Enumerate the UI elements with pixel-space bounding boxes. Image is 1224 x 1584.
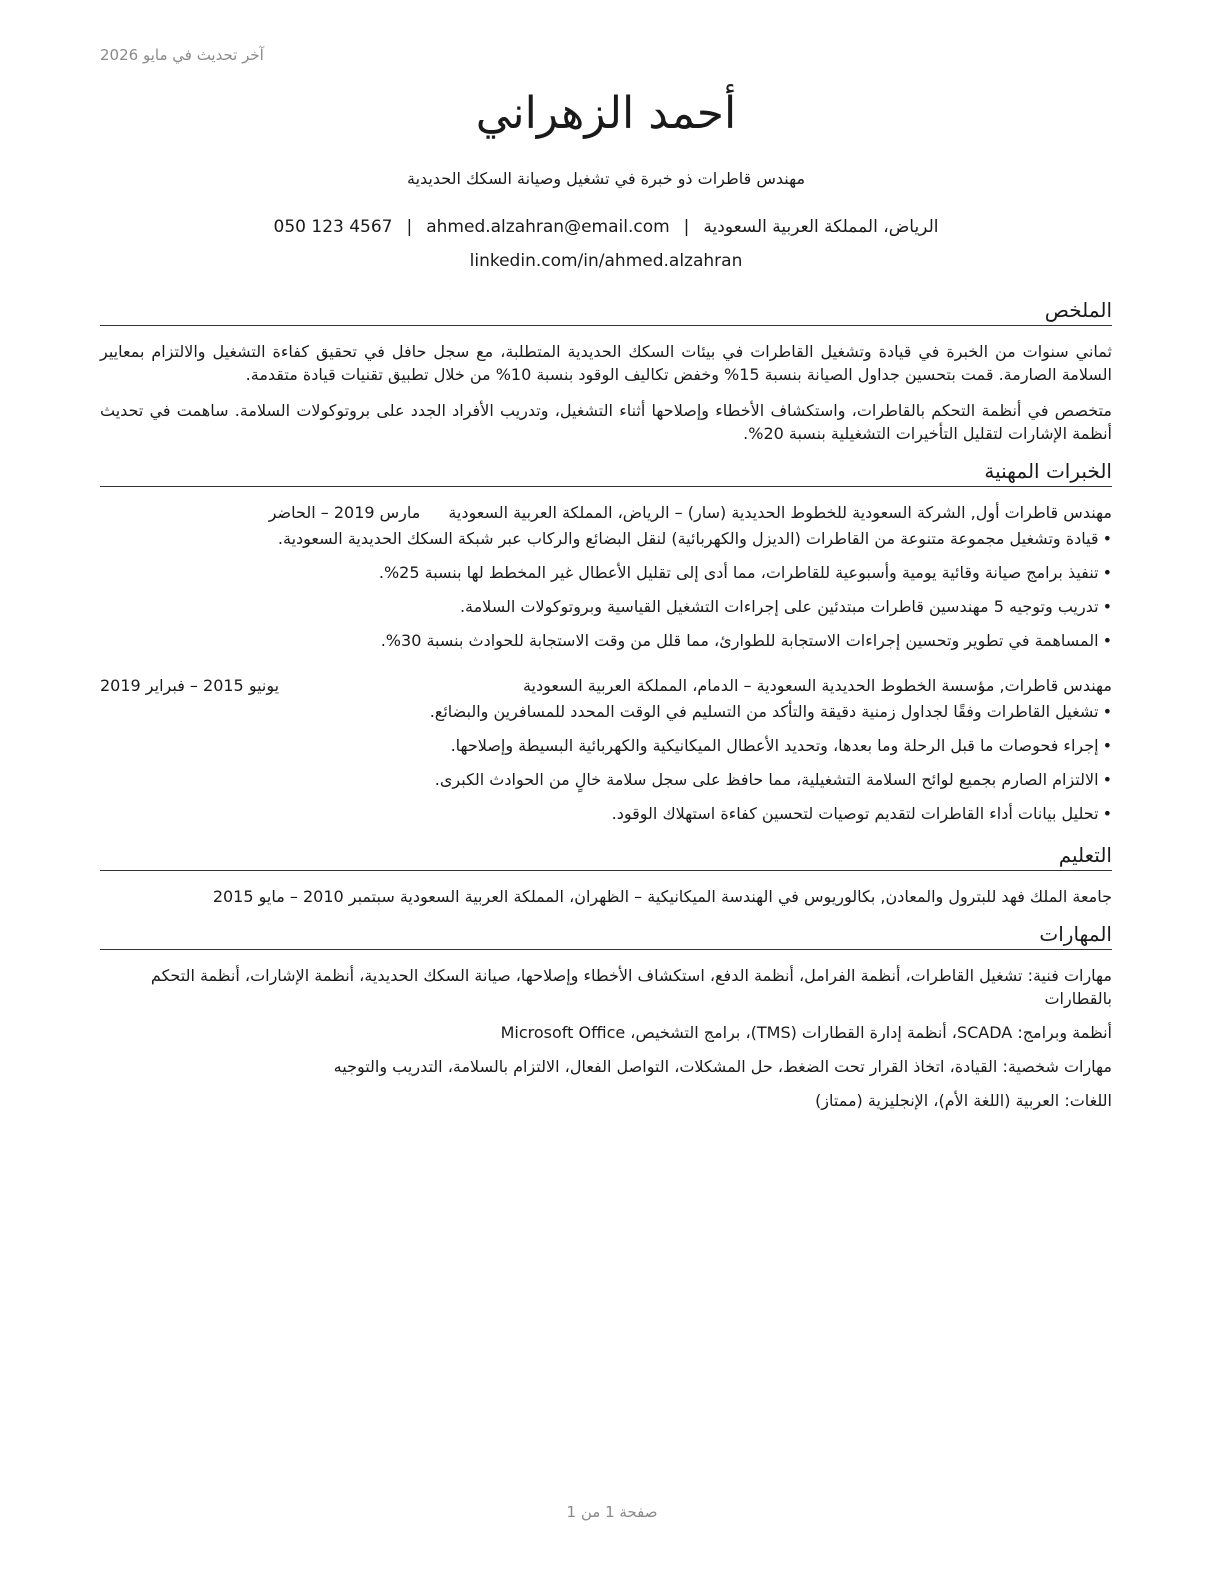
- list-item: •تنفيذ برامج صيانة وقائية يومية وأسبوعية للقاطرات، مما أدى إلى تقليل الأعطال غير المخطط لها بنسبة 25%.: [378, 563, 1112, 582]
- contact-linkedin[interactable]: linkedin.com/in/ahmed.alzahran: [469, 251, 743, 271]
- page-number: صفحة 1 من 1: [566, 1503, 658, 1521]
- resume-page: [100, 84, 1112, 1112]
- list-item: •المساهمة في تطوير وتحسين إجراءات الاستجابة للطوارئ، مما قلل من وقت الاستجابة للحوادث بنسبة 30%.: [380, 631, 1112, 650]
- job-title-org: مهندس قاطرات أول, الشركة السعودية للخطوط الحديدية (سار) – الرياض، المملكة العربية السعودية: [448, 503, 1112, 522]
- bullet-icon: •: [1102, 736, 1112, 755]
- contact-linkedin-line: [100, 250, 1112, 272]
- bullet-icon: •: [1102, 563, 1112, 582]
- job-dates: مارس 2019 – الحاضر: [268, 503, 421, 522]
- summary-section: [100, 296, 1112, 445]
- job-entry: [100, 501, 1112, 652]
- job-title-org: مهندس قاطرات, مؤسسة الخطوط الحديدية السعودية – الدمام، المملكة العربية السعودية: [522, 676, 1112, 695]
- education-heading: التعليم: [100, 841, 1112, 871]
- contact-email[interactable]: ahmed.alzahran@email.com: [426, 217, 670, 237]
- education-entry: جامعة الملك فهد للبترول والمعادن, بكالوريوس في الهندسة الميكانيكية – الظهران، المملكة العربية السعودية سبتمبر 2010 – مايو 2015: [212, 887, 1112, 906]
- education-section: [100, 841, 1112, 908]
- job-dates: يونيو 2015 – فبراير 2019: [100, 676, 280, 695]
- bullet-icon: •: [1102, 770, 1112, 789]
- list-item: •تحليل بيانات أداء القاطرات لتقديم توصيات لتحسين كفاءة استهلاك الوقود.: [611, 804, 1112, 823]
- job-entry: [100, 674, 1112, 825]
- contact-line: [100, 216, 1112, 238]
- job-header: [100, 501, 1112, 524]
- candidate-name: أحمد الزهراني: [475, 88, 737, 139]
- list-item: •تشغيل القاطرات وفقًا لجداول زمنية دقيقة والتأكد من التسليم في الوقت المحدد للمسافرين والبضائع.: [429, 702, 1112, 721]
- experience-section: [100, 457, 1112, 825]
- skill-line: أنظمة وبرامج: SCADA، أنظمة إدارة القطارات (TMS)، برامج التشخيص، Microsoft Office: [500, 1023, 1112, 1042]
- summary-paragraph: متخصص في أنظمة التحكم بالقاطرات، واستكشاف الأخطاء وإصلاحها أثناء التشغيل، وتدريب الأفراد الجدد على بروتوكولات السلامة. ساهمت في تحديث أنظمة الإشارات لتقليل التأخيرات التشغيلية بنسبة 20%.: [100, 401, 1112, 443]
- job-header: [100, 674, 1112, 697]
- skills-section: [100, 920, 1112, 1112]
- contact-location: الرياض، المملكة العربية السعودية: [703, 217, 939, 237]
- candidate-tagline: مهندس قاطرات ذو خبرة في تشغيل وصيانة السكك الحديدية: [406, 169, 806, 188]
- contact-separator: |: [683, 217, 690, 237]
- bullet-icon: •: [1102, 529, 1112, 548]
- summary-paragraph: ثماني سنوات من الخبرة في قيادة وتشغيل القاطرات في بيئات السكك الحديدية المتطلبة، مع سجل حافل في تحقيق كفاءة التشغيل والالتزام بمعايير السلامة الصارمة. قمت بتحسين جداول الصيانة بنسبة 15% وخفض تكاليف الوقود بنسبة 10% من خلال تطبيق تقنيات قيادة متقدمة.: [100, 342, 1112, 384]
- bullet-icon: •: [1102, 804, 1112, 823]
- contact-phone: 050 123 4567: [273, 217, 393, 237]
- list-item: •الالتزام الصارم بجميع لوائح السلامة التشغيلية، مما حافظ على سجل سلامة خالٍ من الحوادث الكبرى.: [434, 770, 1112, 789]
- job-bullets: [100, 527, 1112, 652]
- skill-line: اللغات: العربية (اللغة الأم)، الإنجليزية (ممتاز): [815, 1091, 1112, 1110]
- skill-line: مهارات فنية: تشغيل القاطرات، أنظمة الفرامل، أنظمة الدفع، استكشاف الأخطاء وإصلاحها، صيانة السكك الحديدية، أنظمة الإشارات، أنظمة التحكم بالقطارات: [150, 966, 1112, 1008]
- skills-heading: المهارات: [100, 920, 1112, 950]
- skill-line: مهارات شخصية: القيادة، اتخاذ القرار تحت الضغط، حل المشكلات، التواصل الفعال، الالتزام بالسلامة، التدريب والتوجيه: [333, 1057, 1112, 1076]
- job-bullets: [100, 700, 1112, 825]
- summary-heading: الملخص: [100, 296, 1112, 326]
- list-item: •قيادة وتشغيل مجموعة متنوعة من القاطرات (الديزل والكهربائية) لنقل البضائع والركاب عبر شبكة السكك الحديدية السعودية.: [277, 529, 1112, 548]
- list-item: •تدريب وتوجيه 5 مهندسين قاطرات مبتدئين على إجراءات التشغيل القياسية وبروتوكولات السلامة.: [459, 597, 1112, 616]
- list-item: •إجراء فحوصات ما قبل الرحلة وما بعدها، وتحديد الأعطال الميكانيكية والكهربائية البسيطة وإصلاحها.: [450, 736, 1112, 755]
- last-updated-note: آخر تحديث في مايو 2026: [100, 46, 264, 64]
- experience-heading: الخبرات المهنية: [100, 457, 1112, 487]
- bullet-icon: •: [1102, 631, 1112, 650]
- bullet-icon: •: [1102, 702, 1112, 721]
- contact-separator: |: [406, 217, 413, 237]
- bullet-icon: •: [1102, 597, 1112, 616]
